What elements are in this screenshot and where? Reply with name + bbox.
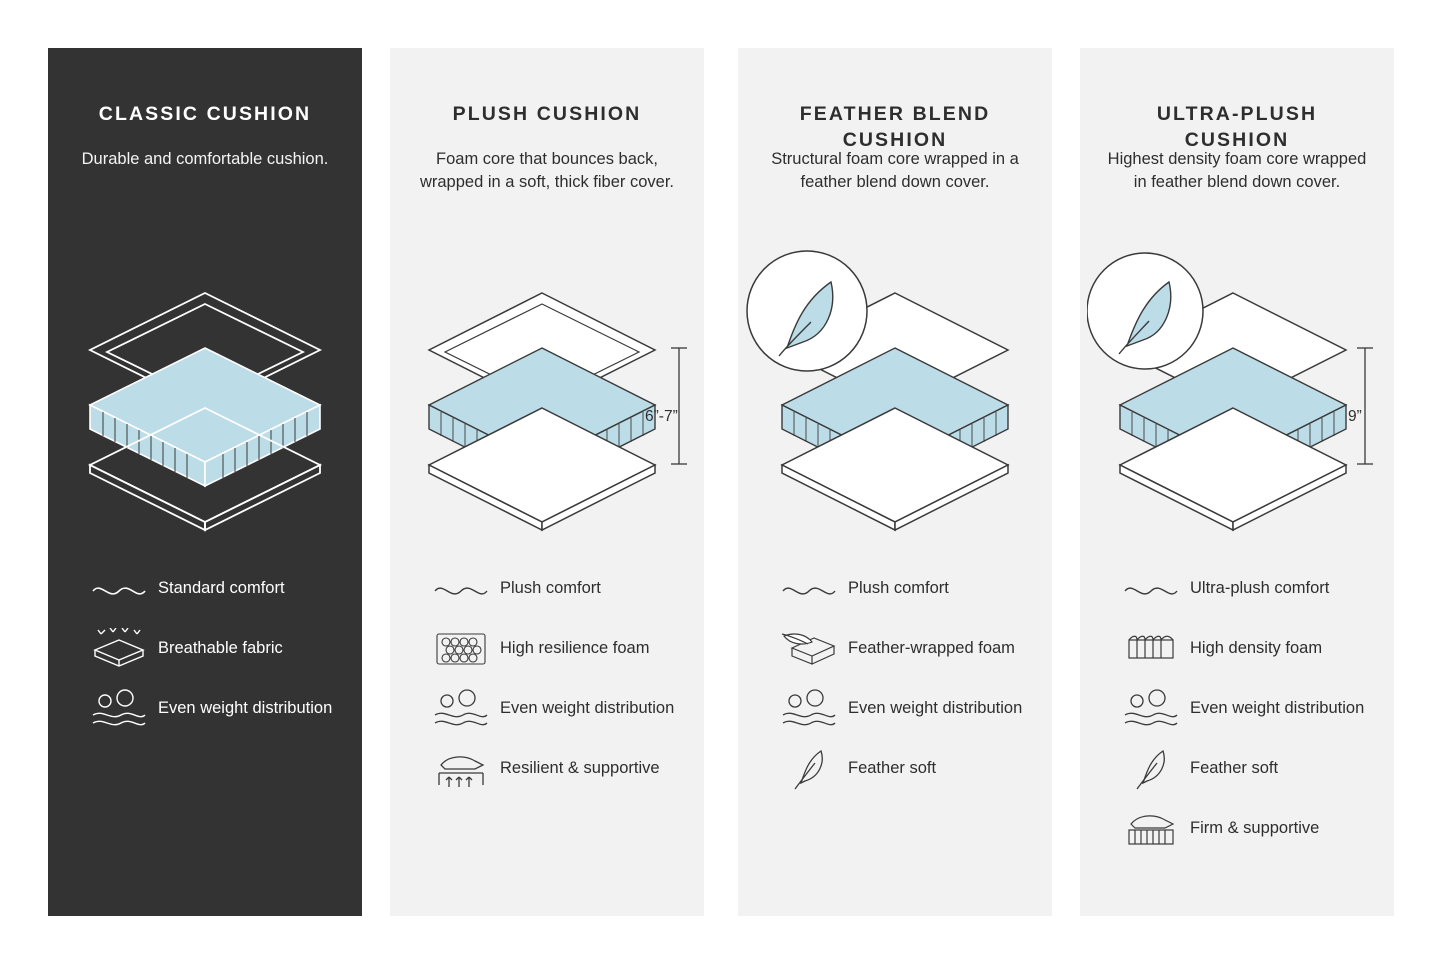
feature-label: High resilience foam	[500, 639, 650, 658]
supportive-seat-icon	[422, 747, 500, 791]
feature-label: Even weight distribution	[158, 699, 333, 718]
feature-item	[80, 560, 344, 618]
feature-label: Feather soft	[848, 759, 937, 778]
feature-list	[422, 560, 686, 800]
honeycomb-foam-icon	[422, 628, 500, 670]
card-feather-blend-cushion	[738, 48, 1052, 916]
card-description: Durable and comfortable cushion.	[81, 150, 329, 168]
card-title: PLUSH CUSHION	[452, 103, 642, 125]
feature-label: Feather soft	[1190, 759, 1279, 778]
feature-item	[770, 620, 1034, 678]
breathable-fabric-icon	[80, 628, 158, 670]
feature-item	[422, 560, 686, 618]
wave-icon	[80, 575, 158, 603]
card-description: Highest density foam core wrapped in feather blend down cover.	[1107, 150, 1367, 192]
feature-label: Firm & supportive	[1190, 819, 1320, 838]
feature-label: Even weight distribution	[500, 699, 675, 718]
feature-label: Even weight distribution	[1190, 699, 1365, 718]
cushion-diagram	[48, 238, 362, 558]
feature-item	[770, 560, 1034, 618]
card-title: ULTRA-PLUSH CUSHION	[1156, 103, 1318, 152]
feature-item	[1112, 740, 1376, 798]
wave-icon	[1112, 575, 1190, 603]
feature-item	[1112, 680, 1376, 738]
feature-label: Feather-wrapped foam	[848, 639, 1015, 658]
feather-wrapped-foam-icon	[770, 628, 848, 670]
card-ultra-plush-cushion	[1080, 48, 1394, 916]
card-title: CLASSIC CUSHION	[98, 103, 312, 125]
card-classic-cushion	[48, 48, 362, 916]
feature-label: Even weight distribution	[848, 699, 1023, 718]
feature-list	[770, 560, 1034, 800]
wave-icon	[770, 575, 848, 603]
feature-item	[80, 680, 344, 738]
even-weight-icon	[80, 689, 158, 729]
feature-label: High density foam	[1190, 639, 1323, 658]
feather-badge	[1087, 253, 1203, 369]
cushion-diagram	[738, 238, 1052, 558]
cushion-diagram	[390, 238, 704, 558]
feature-item	[1112, 620, 1376, 678]
even-weight-icon	[422, 689, 500, 729]
feather-icon	[1112, 747, 1190, 791]
feather-icon	[770, 747, 848, 791]
firm-seat-icon	[1112, 808, 1190, 850]
feature-list	[1112, 560, 1376, 860]
feature-item	[1112, 800, 1376, 858]
feather-badge	[747, 251, 867, 371]
wave-icon	[422, 575, 500, 603]
feature-item	[1112, 560, 1376, 618]
card-plush-cushion	[390, 48, 704, 916]
dimension-label: 9”	[1348, 408, 1362, 425]
dimension-label: 6”-7”	[645, 408, 678, 425]
feature-label: Plush comfort	[500, 579, 601, 598]
dense-foam-icon	[1112, 631, 1190, 667]
feature-item	[770, 680, 1034, 738]
card-title: FEATHER BLEND CUSHION	[799, 103, 991, 152]
feature-item	[422, 680, 686, 738]
cushion-diagram	[1080, 238, 1394, 558]
feature-label: Breathable fabric	[158, 639, 283, 658]
even-weight-icon	[770, 689, 848, 729]
card-description: Foam core that bounces back, wrapped in a soft, thick fiber cover.	[419, 150, 675, 192]
feature-item	[422, 620, 686, 678]
feature-label: Ultra-plush comfort	[1190, 579, 1330, 598]
feature-label: Standard comfort	[158, 579, 285, 598]
feature-label: Plush comfort	[848, 579, 949, 598]
feature-item	[80, 620, 344, 678]
even-weight-icon	[1112, 689, 1190, 729]
feature-label: Resilient & supportive	[500, 759, 660, 778]
feature-item	[422, 740, 686, 798]
feature-list	[80, 560, 344, 740]
feature-item	[770, 740, 1034, 798]
card-description: Structural foam core wrapped in a feather blend down cover.	[771, 150, 1019, 192]
